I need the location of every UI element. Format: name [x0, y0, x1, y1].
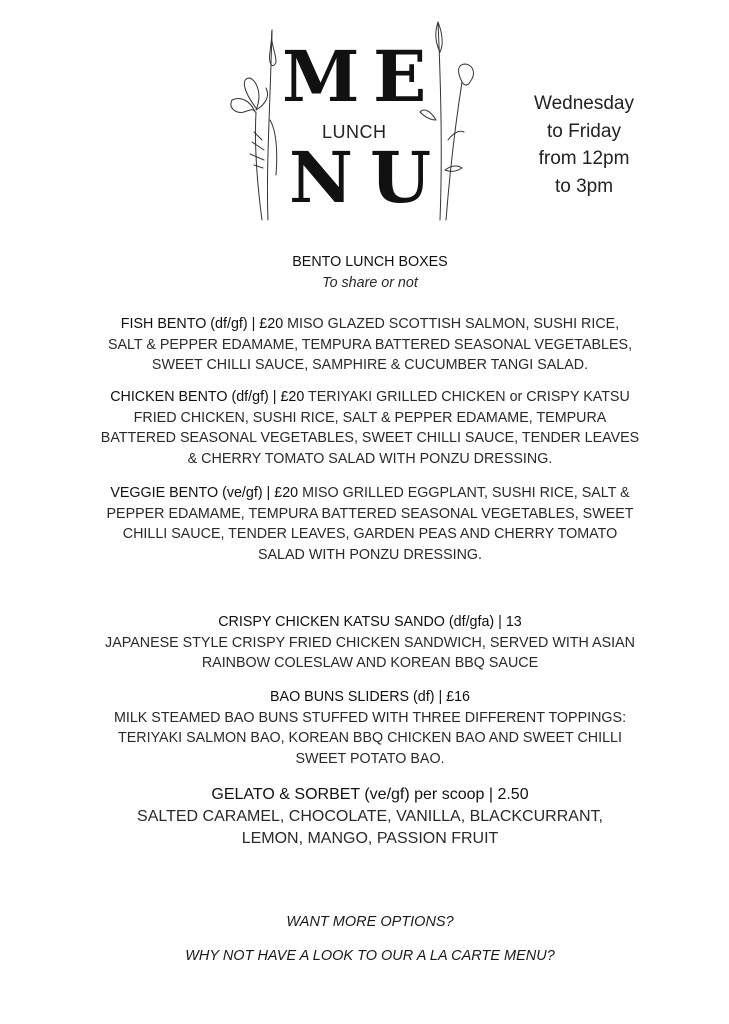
section-subtitle: To share or not: [322, 274, 418, 291]
item-desc-line: SWEET CHILLI SAUCE, SAMPHIRE & CUCUMBER TANGI SALAD.: [151, 357, 589, 373]
menu-header: [0, 0, 729, 240]
footer-question: WANT MORE OPTIONS?: [286, 914, 454, 930]
menu-letter-n: N: [289, 136, 353, 219]
menu-item-gelato: [80, 784, 660, 850]
item-desc-line: & CHERRY TOMATO SALAD WITH PONZU DRESSING.: [187, 450, 553, 467]
item-desc-line: SALTED CARAMEL, CHOCOLATE, VANILLA, BLACKCURRANT,: [137, 808, 603, 825]
menu-item-fish-bento: [80, 314, 660, 376]
menu-item-veggie-bento: [80, 483, 660, 565]
lunch-label: LUNCH: [322, 122, 387, 142]
times-line: from 12pm: [538, 148, 630, 169]
menu-item-bao-buns: [80, 687, 660, 769]
menu-item-chicken-bento: [80, 387, 660, 469]
item-desc-line: RAINBOW COLESLAW AND KOREAN BBQ SAUCE: [201, 655, 539, 671]
footer-a-la-carte-link-text: WHY NOT HAVE A LOOK TO OUR A LA CARTE MENU?: [185, 948, 555, 964]
item-name: CRISPY CHICKEN KATSU SANDO (df/gfa) | 13: [218, 614, 522, 630]
menu-letter-m: M: [282, 35, 360, 118]
item-name: BAO BUNS SLIDERS (df) | £16: [270, 689, 470, 705]
item-desc: MISO GLAZED SCOTTISH SALMON, SUSHI RICE,: [283, 316, 620, 332]
opening-times: [520, 90, 648, 200]
section-title: BENTO LUNCH BOXES: [292, 254, 448, 270]
item-desc-line: SALT & PEPPER EDAMAME, TEMPURA BATTERED SEASONAL VEGETABLES,: [107, 336, 633, 353]
item-desc-line: BATTERED SEASONAL VEGETABLES, SWEET CHILLI SAUCE, TENDER LEAVES: [100, 430, 640, 446]
item-desc-line: SALAD WITH PONZU DRESSING.: [257, 546, 482, 563]
item-name: CHICKEN BENTO (df/gf) | £20: [110, 389, 305, 405]
menu-item-katsu-sando: [80, 612, 660, 674]
item-desc-line: JAPANESE STYLE CRISPY FRIED CHICKEN SANDWICH, SERVED WITH ASIAN: [105, 634, 635, 651]
item-desc-line: LEMON, MANGO, PASSION FRUIT: [241, 830, 499, 847]
item-name: FISH BENTO (df/gf) | £20: [120, 316, 284, 332]
item-desc-line: PEPPER EDAMAME, TEMPURA BATTERED SEASONAL VEGETABLES, SWEET: [106, 505, 634, 522]
item-desc-line: FRIED CHICKEN, SUSHI RICE, SALT & PEPPER EDAMAME, TEMPURA: [133, 409, 607, 426]
item-desc: TERIYAKI GRILLED CHICKEN or CRISPY KATSU: [304, 389, 630, 405]
times-line: Wednesday: [534, 93, 634, 114]
menu-letter-u: U: [370, 136, 432, 219]
bento-section-heading: [80, 252, 660, 293]
item-desc-line: SWEET POTATO BAO.: [295, 750, 445, 767]
item-name: VEGGIE BENTO (ve/gf) | £20: [110, 485, 299, 501]
menu-letter-e: E: [373, 35, 427, 118]
item-desc-line: TERIYAKI SALMON BAO, KOREAN BBQ CHICKEN BAO AND SWEET CHILLI: [118, 730, 622, 746]
item-name: GELATO & SORBET (ve/gf) per scoop | 2.50: [211, 786, 529, 803]
item-desc-line: MILK STEAMED BAO BUNS STUFFED WITH THREE DIFFERENT TOPPINGS:: [113, 709, 627, 726]
times-line: to 3pm: [554, 175, 614, 197]
times-line: to Friday: [547, 120, 621, 142]
item-desc-line: CHILLI SAUCE, TENDER LEAVES, GARDEN PEAS AND CHERRY TOMATO: [122, 526, 618, 542]
item-desc: MISO GRILLED EGGPLANT, SUSHI RICE, SALT &: [298, 485, 630, 501]
